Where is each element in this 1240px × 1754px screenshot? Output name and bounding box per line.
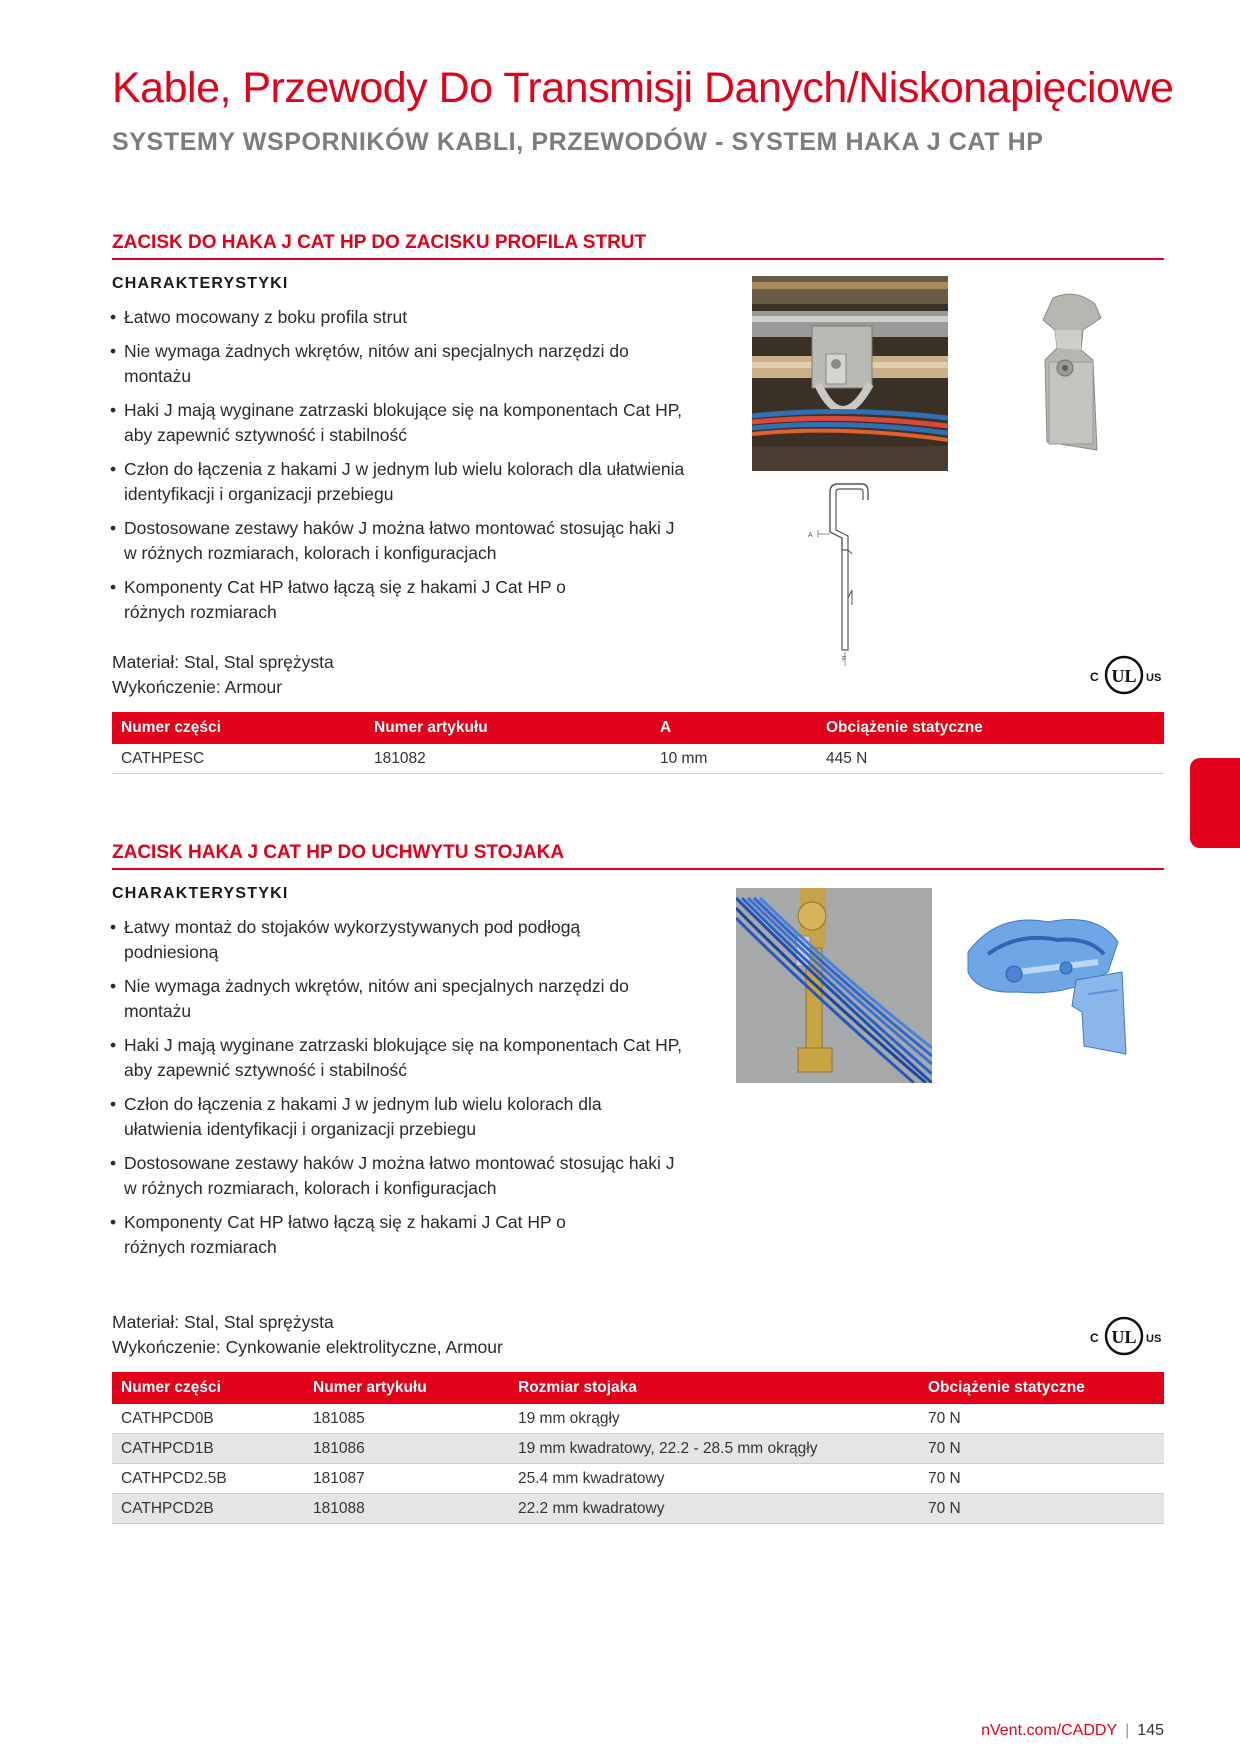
- page-number: 145: [1137, 1722, 1164, 1739]
- svg-text:US: US: [1146, 1333, 1162, 1345]
- section1-char-title: CHARAKTERYSTYKI: [112, 275, 289, 292]
- section2-feature-list: [110, 915, 690, 1269]
- section2-title: ZACISK HAKA J CAT HP DO UCHWYTU STOJAKA: [112, 842, 1164, 870]
- section2-parts-table: [112, 1372, 1164, 1524]
- table-cell: 70 N: [919, 1404, 1164, 1434]
- page-title: Kable, Przewody Do Transmisji Danych/Niskonapięciowe: [112, 64, 1174, 112]
- dimension-label-f: F: [842, 656, 847, 663]
- footer-divider: |: [1125, 1722, 1130, 1739]
- ul-certification-icon: [1090, 1312, 1164, 1362]
- feature-item: • Dostosowane zestawy haków J można łatwo montować stosując haki J w różnych rozmiarach, kolorach i konfiguracjach: [110, 1151, 684, 1201]
- table-row: [112, 1434, 1164, 1464]
- section2-material: Materiał: Stal, Stal sprężysta: [112, 1312, 334, 1332]
- feature-item: • Komponenty Cat HP łatwo łączą się z hakami J Cat HP o różnych rozmiarach: [110, 1210, 604, 1260]
- table-cell: CATHPCD1B: [112, 1434, 304, 1464]
- table-header-row: [112, 712, 1164, 744]
- table-cell: 181087: [304, 1464, 509, 1494]
- technical-diagram: [808, 480, 898, 672]
- page-subtitle: SYSTEMY WSPORNIKÓW KABLI, PRZEWODÓW - SYSTEM HAKA J CAT HP: [112, 128, 1044, 156]
- table-cell: CATHPCD2.5B: [112, 1464, 304, 1494]
- section1-parts-table: [112, 712, 1164, 774]
- table-cell: 181082: [365, 744, 651, 774]
- section2-char-title: CHARAKTERYSTYKI: [112, 885, 289, 902]
- table-cell: CATHPCD0B: [112, 1404, 304, 1434]
- chapter-tab: [1190, 758, 1240, 848]
- column-header: Obciążenie statyczne: [817, 712, 1164, 744]
- table-cell: 25.4 mm kwadratowy: [509, 1464, 919, 1494]
- table-cell: CATHPCD2B: [112, 1494, 304, 1524]
- installation-photo: [752, 276, 948, 471]
- svg-text:UL: UL: [1111, 666, 1137, 686]
- table-row: [112, 744, 1164, 774]
- table-cell: 445 N: [817, 744, 1164, 774]
- table-cell: 181086: [304, 1434, 509, 1464]
- table-cell: 181085: [304, 1404, 509, 1434]
- column-header: Numer części: [112, 712, 365, 744]
- table-cell: 19 mm kwadratowy, 22.2 - 28.5 mm okrągły: [509, 1434, 919, 1464]
- table-cell: 10 mm: [651, 744, 817, 774]
- table-row: [112, 1464, 1164, 1494]
- column-header: Rozmiar stojaka: [509, 1372, 919, 1404]
- feature-item: • Dostosowane zestawy haków J można łatwo montować stosując haki J w różnych rozmiarach, kolorach i konfiguracjach: [110, 516, 684, 566]
- feature-item: • Człon do łączenia z hakami J w jednym lub wielu kolorach dla ułatwienia identyfikacji i organizacji przebiegu: [110, 1092, 654, 1142]
- svg-text:UL: UL: [1111, 1327, 1137, 1347]
- table-row: [112, 1404, 1164, 1434]
- svg-text:US: US: [1146, 672, 1162, 684]
- table-cell: 181088: [304, 1494, 509, 1524]
- product-image-strut-clip: [1035, 290, 1115, 455]
- table-header-row: [112, 1372, 1164, 1404]
- svg-text:C: C: [1090, 1331, 1099, 1345]
- feature-item: • Haki J mają wyginane zatrzaski blokujące się na komponentach Cat HP, aby zapewnić sztywność i stabilność: [110, 1033, 684, 1083]
- ul-certification-icon: [1090, 651, 1164, 701]
- table-cell: 19 mm okrągły: [509, 1404, 919, 1434]
- dimension-label-a: A: [808, 532, 813, 539]
- column-header: Numer artykułu: [365, 712, 651, 744]
- feature-item: • Łatwy montaż do stojaków wykorzystywanych pod podłogą podniesioną: [110, 915, 644, 965]
- column-header: Obciążenie statyczne: [919, 1372, 1164, 1404]
- table-cell: 70 N: [919, 1494, 1164, 1524]
- table-cell: 22.2 mm kwadratowy: [509, 1494, 919, 1524]
- section1-material: Materiał: Stal, Stal sprężysta: [112, 652, 334, 672]
- feature-item: • Nie wymaga żadnych wkrętów, nitów ani specjalnych narzędzi do montażu: [110, 339, 690, 389]
- table-row: [112, 1494, 1164, 1524]
- section1-feature-list: [110, 305, 690, 634]
- page-footer: [981, 1722, 1164, 1740]
- footer-site-link[interactable]: nVent.com/CADDY: [981, 1722, 1118, 1739]
- table-cell: CATHPESC: [112, 744, 365, 774]
- column-header: Numer części: [112, 1372, 304, 1404]
- feature-item: • Nie wymaga żadnych wkrętów, nitów ani specjalnych narzędzi do montażu: [110, 974, 664, 1024]
- feature-item: • Komponenty Cat HP łatwo łączą się z hakami J Cat HP o różnych rozmiarach: [110, 575, 604, 625]
- section2-finish: Wykończenie: Cynkowanie elektrolityczne, Armour: [112, 1337, 503, 1357]
- section1-title: ZACISK DO HAKA J CAT HP DO ZACISKU PROFILA STRUT: [112, 232, 1164, 260]
- installation-photo: [736, 888, 932, 1083]
- svg-text:C: C: [1090, 670, 1099, 684]
- column-header: Numer artykułu: [304, 1372, 509, 1404]
- column-header: A: [651, 712, 817, 744]
- product-image-rack-clip: [958, 902, 1133, 1057]
- section1-finish: Wykończenie: Armour: [112, 677, 283, 697]
- feature-item: • Człon do łączenia z hakami J w jednym lub wielu kolorach dla ułatwienia identyfikacji i organizacji przebiegu: [110, 457, 714, 507]
- table-cell: 70 N: [919, 1464, 1164, 1494]
- feature-item: • Łatwo mocowany z boku profila strut: [110, 305, 690, 330]
- feature-item: • Haki J mają wyginane zatrzaski blokujące się na komponentach Cat HP, aby zapewnić sztywność i stabilność: [110, 398, 684, 448]
- table-cell: 70 N: [919, 1434, 1164, 1464]
